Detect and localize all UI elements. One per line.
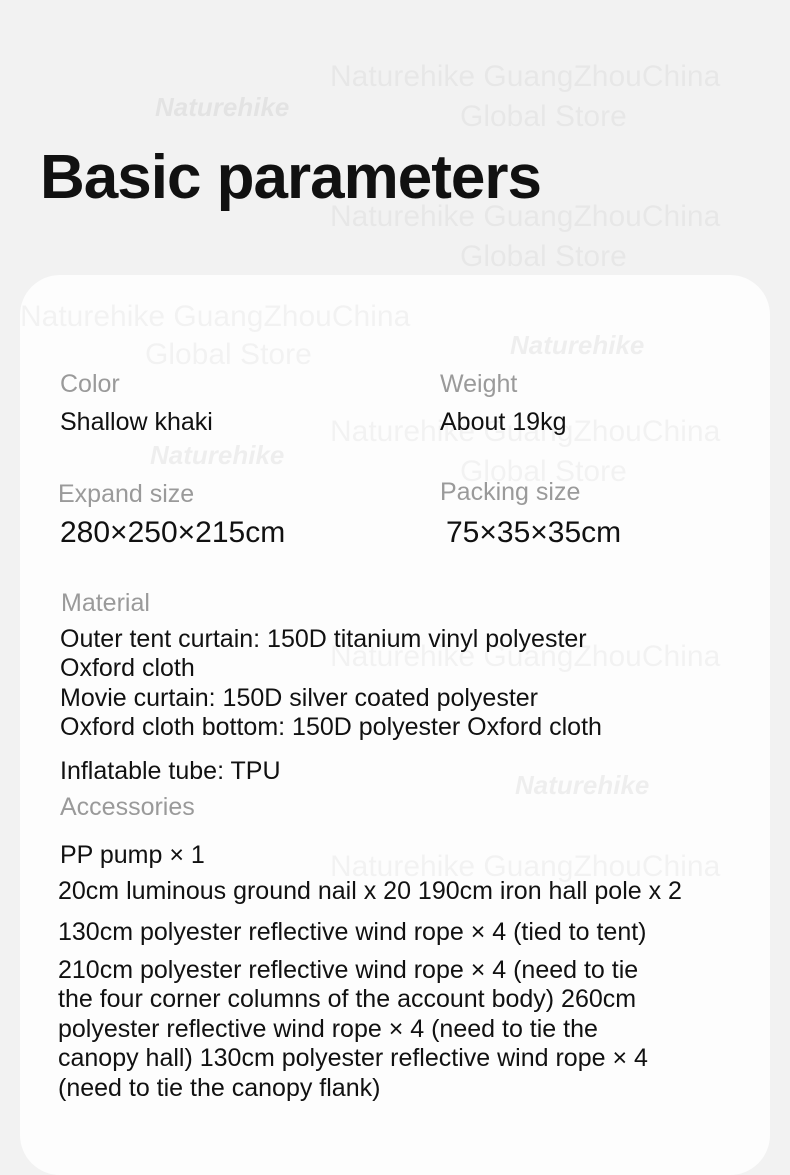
accessory-line: canopy hall) 130cm polyester reflective wind rope × 4 bbox=[58, 1044, 648, 1072]
page-title: Basic parameters bbox=[40, 143, 541, 212]
material-line: Movie curtain: 150D silver coated polyester bbox=[60, 684, 539, 712]
watermark-logo: Naturehike bbox=[155, 92, 290, 122]
material-line: Oxford cloth bottom: 150D polyester Oxford cloth bbox=[60, 713, 602, 741]
accessory-line: 210cm polyester reflective wind rope × 4 (need to tie bbox=[58, 956, 639, 984]
material-line: Inflatable tube: TPU bbox=[60, 757, 281, 785]
weight-label: Weight bbox=[440, 370, 518, 398]
watermark-logo: Naturehike bbox=[510, 330, 645, 360]
accessory-line: 20cm luminous ground nail x 20 190cm iron hall pole x 2 bbox=[58, 877, 682, 905]
accessory-line: 130cm polyester reflective wind rope × 4 (tied to tent) bbox=[58, 918, 647, 946]
packing-size-label: Packing size bbox=[440, 478, 581, 506]
watermark-logo: Naturehike bbox=[150, 440, 285, 470]
packing-size-value: 75×35×35cm bbox=[446, 516, 622, 549]
accessory-line: PP pump × 1 bbox=[60, 841, 205, 869]
watermark-logo: Naturehike bbox=[515, 770, 650, 800]
color-label: Color bbox=[60, 370, 120, 398]
watermark-text bbox=[145, 338, 312, 372]
accessory-line: the four corner columns of the account body) 260cm bbox=[58, 985, 637, 1013]
material-label: Material bbox=[61, 589, 150, 617]
watermark-text bbox=[460, 240, 627, 274]
expand-size-value: 280×250×215cm bbox=[60, 516, 286, 549]
color-value: Shallow khaki bbox=[60, 408, 213, 436]
accessory-line: (need to tie the canopy flank) bbox=[58, 1074, 381, 1102]
accessories-label: Accessories bbox=[60, 793, 195, 821]
watermark-text bbox=[20, 300, 410, 334]
watermark-text bbox=[460, 100, 627, 134]
watermark-text bbox=[330, 60, 720, 94]
accessory-line: polyester reflective wind rope × 4 (need to tie the bbox=[58, 1015, 598, 1043]
weight-value: About 19kg bbox=[440, 408, 567, 436]
expand-size-label: Expand size bbox=[58, 480, 195, 508]
material-line: Outer tent curtain: 150D titanium vinyl polyester bbox=[60, 625, 587, 653]
material-line: Oxford cloth bbox=[60, 654, 195, 682]
